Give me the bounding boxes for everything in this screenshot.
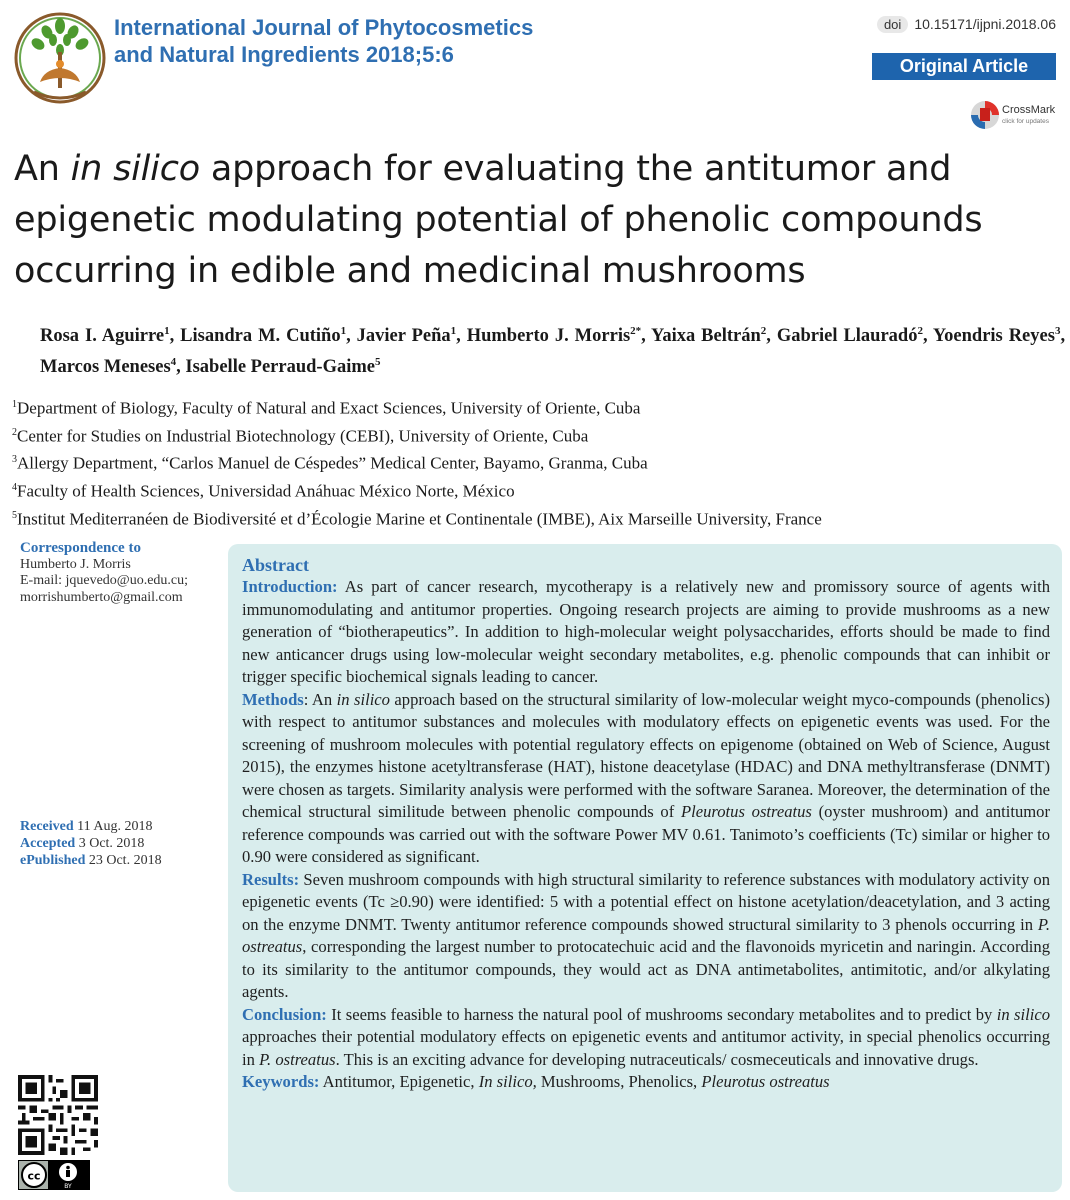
affiliation: $^3$Allergy Department, “Carlos Manuel de Céspedes” Medical Center, Bayamo, Granma, Cuba <box>12 453 648 473</box>
abstract-heading: Abstract <box>242 555 309 575</box>
journal-logo <box>14 8 106 114</box>
abstract-methods: Methods: An in silico approach based on the structural similarity of low-molecular weight myco-compounds (phenolics) with respect to antitumor substances and molecules with modulatory effects on epigenetic events was used. For the screening of mushroom molecules with potential regulatory effects on epigenome (obtained on Web of Science, August 2015), the enzymes histone acetyltransferase (HAT), histone deacetylase (HDAC) and DNA methyltransferase (DNMT) were chosen as targets. Similarity analysis were performed with the software Saranea. Moreover, the determination of the chemical structural similitude between phenolic compounds of Pleurotus ostreatus (oyster mushroom) and antitumor reference compounds was carried out with the software Power MV 0.61. Tanimoto’s coefficients (Tc) similar or higher to 0.90 were considered as significant. <box>242 689 1050 866</box>
correspondence-heading: Correspondence to <box>20 540 141 556</box>
doi-link[interactable]: 10.15171/ijpni.2018.06 <box>914 16 1056 32</box>
cc-license-icon[interactable] <box>18 1160 90 1190</box>
received-date: Received 11 Aug. 2018 <box>20 819 153 834</box>
crossmark-sub: click for updates <box>1002 118 1049 125</box>
title-part-1: An <box>14 149 71 189</box>
epublished-date: ePublished 23 Oct. 2018 <box>20 853 162 868</box>
author[interactable]: Isabelle Perraud-Gaime$^5$ <box>185 356 381 378</box>
article-title <box>14 144 1060 297</box>
abstract-box <box>228 544 1062 1192</box>
author[interactable]: Humberto J. Morris$^{2*}$, <box>466 325 646 347</box>
journal-line-2: and Natural Ingredients 2018;5:6 <box>114 42 454 67</box>
accepted-date: Accepted 3 Oct. 2018 <box>20 836 145 851</box>
affiliation-list <box>12 393 1062 531</box>
crossmark-label: CrossMark <box>1002 104 1056 116</box>
doi-badge: doi <box>877 16 908 33</box>
doi-block[interactable] <box>846 16 1056 33</box>
affiliation: $^2$Center for Studies on Industrial Biotechnology (CEBI), University of Oriente, Cuba <box>12 426 589 446</box>
author[interactable]: Rosa I. Aguirre$^1$, <box>40 325 175 347</box>
cc-by-label: BY <box>64 1183 72 1190</box>
journal-line-1: International Journal of Phytocosmetics <box>114 15 534 40</box>
svg-text:cc: cc <box>27 1169 41 1183</box>
author[interactable]: Yaixa Beltrán$^2$, <box>651 325 771 347</box>
qr-code-icon[interactable] <box>18 1075 98 1155</box>
abstract-keywords: Keywords: Antitumor, Epigenetic, In silico, Mushrooms, Phenolics, Pleurotus ostreatus <box>242 1072 830 1091</box>
author[interactable]: Javier Peña$^1$, <box>356 325 461 347</box>
correspondence-block <box>20 540 225 606</box>
abstract-introduction: Introduction: As part of cancer research, mycotherapy is a relatively new and promissory source of agents with immunomodulating and antitumor properties. Ongoing research projects are aiming to provide mushrooms as a new generation of “biotherapeutics”. In addition to high-molecular weight polysaccharides, efforts should be made to find new anticancer drugs using low-molecular weight secondary metabolites, e.g. phenolic compounds that can inhibit or trigger specific biochemical signals leading to cancer. <box>242 577 1050 686</box>
affiliation: $^4$Faculty of Health Sciences, Universidad Anáhuac México Norte, México <box>12 481 515 501</box>
title-italic: in silico <box>70 149 200 189</box>
dates-block <box>20 818 225 869</box>
affiliation: $^1$Department of Biology, Faculty of Natural and Exact Sciences, University of Oriente, Cuba <box>12 398 641 418</box>
journal-name[interactable] <box>114 14 584 68</box>
correspondence-email-1[interactable]: E-mail: jquevedo@uo.edu.cu; <box>20 573 189 588</box>
abstract-conclusion: Conclusion: It seems feasible to harness the natural pool of mushrooms secondary metabolites and to predict by in silico approaches their potential modulatory effects on epigenetic events and antitumor activity, in special phenolics occurring in P. ostreatus. This is an exciting advance for developing nutraceuticals/ cosmeceuticals and innovative drugs. <box>242 1004 1050 1069</box>
author[interactable]: Lisandra M. Cutiño$^1$, <box>180 325 351 347</box>
author[interactable]: Marcos Meneses$^4$, <box>40 356 181 378</box>
author[interactable]: Gabriel Llauradó$^2$, <box>776 325 928 347</box>
crossmark-button[interactable] <box>970 98 1054 134</box>
author[interactable]: Yoendris Reyes$^3$, <box>932 325 1066 347</box>
correspondence-email-2[interactable]: morrishumberto@gmail.com <box>20 589 183 605</box>
crossmark-icon <box>970 98 1000 132</box>
title-part-2: approach for evaluating the antitumor and epigenetic modulating potential of phenolic compounds occurring in edible and medicinal mushrooms <box>14 149 983 291</box>
correspondence-name: Humberto J. Morris <box>20 556 131 572</box>
abstract-results: Results: Seven mushroom compounds with high structural similarity to reference substances with modulatory activity on epigenetic events (Tc ≥0.90) were identified: 5 with a potential effect on histone acetylation/deacetylation, and 3 acting on the enzyme DNMT. Twenty antitumor reference compounds showed structural similarity to 3 phenols occurring in P. ostreatus, corresponding the largest number to protocatechuic acid and the flavonoids myricetin and naringin. According to its similarity to the antitumor compounds, they would act as DNA antimetabolites, antimitotic, and/or alkylating agents. <box>242 869 1050 1001</box>
affiliation: $^5$Institut Mediterranéen de Biodiversité et d’Écologie Marine et Continentale (IMBE), Aix Marseille University, France <box>12 509 822 529</box>
article-type-badge: Original Article <box>872 53 1056 80</box>
author-list <box>40 318 1065 380</box>
